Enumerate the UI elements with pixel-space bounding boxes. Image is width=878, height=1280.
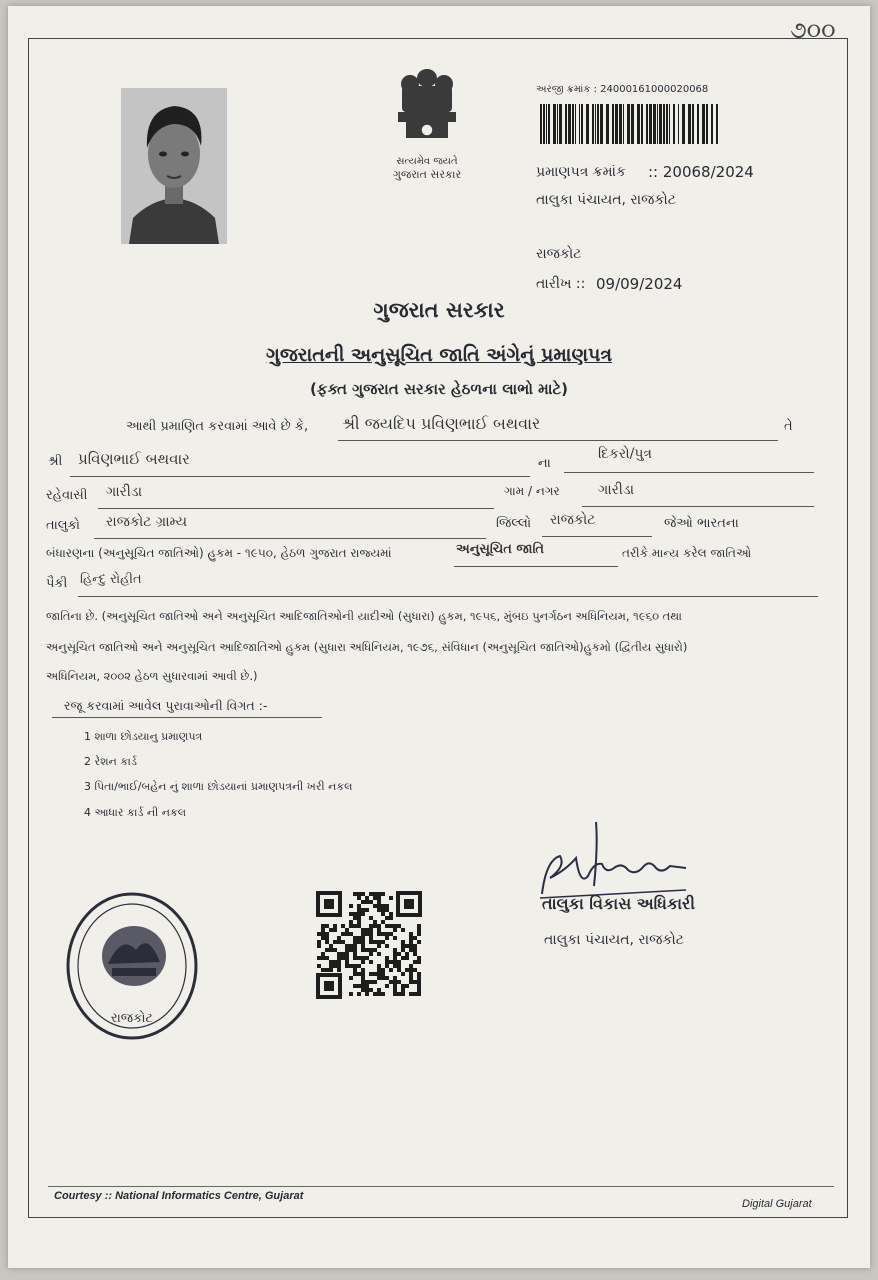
evidence-item xyxy=(84,780,352,794)
evidence-item xyxy=(84,755,137,769)
paragraph-line-2: અનુસૂચિત જાતિઓ અને અનુસૂચિત આદિજાતિઓ હુકમ (સુધારા અધિનિયમ, ૧૯૭૬, સંવિધાન (અનુસૂચિત જાતિઓ)હુકમો (દ્વિતીય સુધારો) xyxy=(46,640,688,654)
qr-code xyxy=(315,890,423,1000)
evidence-text: શાળા છોડયાનુ પ્રમાણપત્ર xyxy=(94,730,203,743)
evidence-num: 3 xyxy=(84,780,91,793)
paragraph-line-1: જાતિના છે. (અનુસૂચિત જાતિઓ અને અનુસૂચિત આદિજાતિઓની યાદીઓ (સુધારા) હુકમ, ૧૯૫૬, મુંબઇ પુનર્ગઠન અધિનિયમ, ૧૯૬૦ તથા xyxy=(46,609,682,623)
relation: દિકરો/પુત્ર xyxy=(598,446,653,462)
national-emblem-icon xyxy=(384,64,470,156)
place: રાજકોટ xyxy=(536,246,582,262)
svg-text:રાજકોટ: રાજકોટ xyxy=(110,1011,154,1026)
signatory-office: તાલુકા પંચાયત, રાજકોટ xyxy=(544,932,684,948)
certificate-number: :: 20068/2024 xyxy=(648,163,754,181)
shri-text: શ્રી xyxy=(48,454,63,469)
district-label: જિલ્લો xyxy=(496,516,532,531)
paragraph-line-3: અધિનિયમ, ૨૦૦૨ હેઠળ સુધારવામાં આવી છે.) xyxy=(46,669,258,683)
evidence-item xyxy=(84,806,186,820)
issuing-office: તાલુકા પંચાયત, રાજકોટ xyxy=(536,192,676,208)
evidence-text: પિતા/ભાઈ/બહેન નું શાળા છોડયાનાં પ્રમાણપત્રની ખરી નકલ xyxy=(94,780,353,793)
issue-date: 09/09/2024 xyxy=(596,275,683,293)
jeo-bharat-text: જેઓ ભારતના xyxy=(664,516,739,531)
government-title: ગુજરાત સરકાર xyxy=(373,298,505,322)
father-name: પ્રવિણભાઈ બથવાર xyxy=(78,450,190,468)
evidence-num: 1 xyxy=(84,730,91,743)
resident-label: રહેવાસી xyxy=(46,488,88,503)
certificate-title: ગુજરાતની અનુસૂચિત જાતિ અંગેનું પ્રમાણપત્ર xyxy=(265,344,613,366)
caste-value: હિન્દુ રોહીત xyxy=(80,572,142,587)
certificate-sheet xyxy=(8,6,870,1268)
digital-gujarat-brand: Digital Gujarat xyxy=(742,1198,812,1210)
taluka-label: તાલુકો xyxy=(46,518,81,533)
category-value: અનુસૂચિત જાતિ xyxy=(456,542,545,557)
resident-value: ગારીડા xyxy=(106,484,143,500)
corner-note: ૭૦૦ xyxy=(790,16,836,44)
official-seal-icon xyxy=(62,884,202,1044)
district-value: રાજકોટ xyxy=(550,512,596,528)
te-text: તે xyxy=(784,419,793,434)
applicant-photo xyxy=(121,88,227,244)
evidence-heading: રજૂ કરવામાં આવેલ પુરાવાઓની વિગત :- xyxy=(64,698,268,713)
certificate-subtitle: (ફક્ત ગુજરાત સરકાર હેઠળના લાભો માટે) xyxy=(309,380,569,398)
signatory-title: તાલુકા વિકાસ અધિકારી xyxy=(542,894,695,913)
recognized-text: તરીકે માન્ય કરેલ જાતિઓ xyxy=(622,546,752,560)
na-text: ના xyxy=(538,456,551,471)
emblem-motto: સત્યમેવ જયતે xyxy=(396,156,458,167)
evidence-text: આધાર કાર્ડ ની નકલ xyxy=(94,806,187,819)
evidence-num: 2 xyxy=(84,755,91,768)
courtesy-text: Courtesy :: National Informatics Centre, Gujarat xyxy=(54,1190,304,1202)
evidence-num: 4 xyxy=(84,806,91,819)
village-label: ગામ / નગર xyxy=(504,484,560,498)
applicant-name: શ્રી જયદિપ પ્રવિણભાઈ બથવાર xyxy=(342,414,541,433)
intro-text: આથી પ્રમાણિત કરવામાં આવે છે કે, xyxy=(126,419,309,434)
barcode xyxy=(538,104,720,144)
emblem-label: ગુજરાત સરકાર xyxy=(392,168,462,181)
certificate-number-label: પ્રમાણપત્ર ક્રમાંક xyxy=(536,164,626,180)
taluka-value: રાજકોટ ગ્રામ્ય xyxy=(106,514,188,530)
evidence-text: રેશન કાર્ડ xyxy=(94,755,137,768)
application-number: અરજી ક્રમાંક : 24000161000020068 xyxy=(536,84,709,95)
date-label: તારીખ :: xyxy=(536,276,586,292)
constitution-text: બંધારણના (અનુસૂચિત જાતિઓ) હુકમ - ૧૯૫૦, હેઠળ ગુજરાત રાજ્યમાં xyxy=(46,546,392,560)
evidence-item xyxy=(84,730,202,744)
village-value: ગારીડા xyxy=(598,482,635,498)
paiki-text: પૈકી xyxy=(46,576,68,591)
